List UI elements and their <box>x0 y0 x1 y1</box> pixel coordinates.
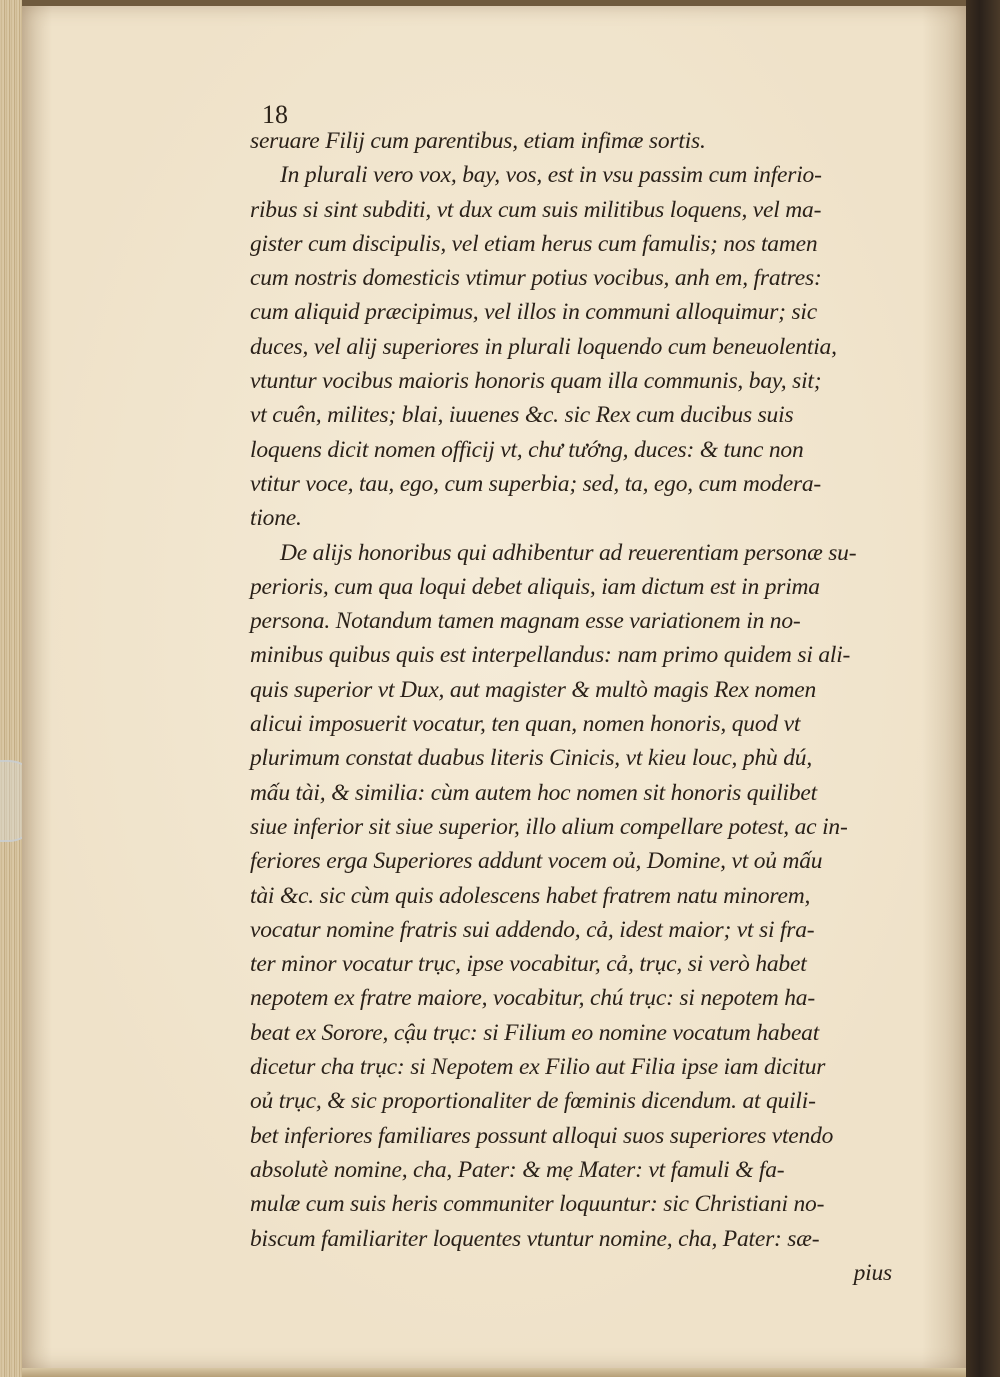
text-line: quis superior vt Dux, aut magister & multò magis Rex nomen <box>250 676 817 703</box>
text-line: ter minor vocatur trục, ipse vocabitur, cả, trục, si verò habet <box>250 951 807 978</box>
text-line: bet inferiores familiares possunt alloqui suos superiores vtendo <box>250 1122 834 1149</box>
text-line: biscum familiariter loquentes vtuntur nomine, cha, Pater: sæ- <box>250 1225 820 1252</box>
text-line: beat ex Sorore, cậu trục: si Filium eo nomine vocatum habeat <box>250 1019 820 1046</box>
text-line: vtuntur vocibus maioris honoris quam illa communis, bay, sit; <box>250 368 822 395</box>
text-line: oủ trục, & sic proportionaliter de fœminis dicendum. at quili- <box>250 1088 816 1115</box>
text-line: nepotem ex fratre maiore, vocabitur, chú trục: si nepotem ha- <box>250 985 815 1012</box>
text-line: tài &c. sic cùm quis adolescens habet fratrem natu minorem, <box>250 882 811 909</box>
text-line: mấu tài, & similia: cùm autem hoc nomen sit honoris quilibet <box>250 779 817 806</box>
text-line: perioris, cum qua loqui debet aliquis, iam dictum est in prima <box>250 573 820 600</box>
text-line: siue inferior sit siue superior, illo alium compellare potest, ac in- <box>250 813 848 840</box>
book-binding-right <box>966 0 1000 1377</box>
text-line: vocatur nomine fratris sui addendo, cả, idest maior; vt si fra- <box>250 916 815 943</box>
text-line: absolutè nomine, cha, Pater: & mẹ Mater: vt famuli & fa- <box>250 1156 785 1183</box>
text-line: minibus quibus quis est interpellandus: nam primo quidem si ali- <box>250 642 851 669</box>
text-line: feriores erga Superiores addunt vocem oủ, Domine, vt oủ mấu <box>250 848 823 875</box>
text-line: In plurali vero vox, bay, vos, est in vsu passim cum inferio- <box>280 162 822 189</box>
page-bottom-edge <box>22 1368 966 1377</box>
text-line: ribus si sint subditi, vt dux cum suis militibus loquens, vel ma- <box>250 196 822 223</box>
text-line: gister cum discipulis, vel etiam herus cum famulis; nos tamen <box>250 230 818 257</box>
text-line: duces, vel alij superiores in plurali loquendo cum beneuolentia, <box>250 333 837 360</box>
text-line: vt cuên, milites; blai, iuuenes &c. sic Rex cum ducibus suis <box>250 402 794 429</box>
text-line: vtitur voce, tau, ego, cum superbia; sed, ta, ego, cum modera- <box>250 470 822 497</box>
text-line: seruare Filij cum parentibus, etiam infimæ sortis. <box>250 128 706 154</box>
text-line: persona. Notandum tamen magnam esse variationem in no- <box>250 608 801 635</box>
catchword: pius <box>853 1259 892 1286</box>
page-stack-left-edge <box>0 0 22 1377</box>
page-number: 18 <box>262 100 288 129</box>
text-line: loquens dicit nomen officij vt, chư tướng, duces: & tunc non <box>250 436 804 463</box>
text-line: cum nostris domesticis vtimur potius vocibus, anh em, fratres: <box>250 265 822 292</box>
text-line: alicui imposuerit vocatur, ten quan, nomen honoris, quod vt <box>250 711 801 738</box>
text-line: cum aliquid præcipimus, vel illos in communi alloquimur; sic <box>250 299 817 326</box>
text-line: plurimum constat duabus literis Cinicis, vt kieu louc, phù dú, <box>250 745 813 772</box>
body-text <box>250 124 910 1290</box>
text-line: dicetur cha trục: si Nepotem ex Filio aut Filia ipse iam dicitur <box>250 1054 826 1081</box>
text-line: De alijs honoribus qui adhibentur ad reuerentiam personæ su- <box>280 539 857 566</box>
text-line: mulæ cum suis heris communiter loquuntur: sic Christiani no- <box>250 1191 825 1218</box>
text-line: tione. <box>250 505 302 532</box>
